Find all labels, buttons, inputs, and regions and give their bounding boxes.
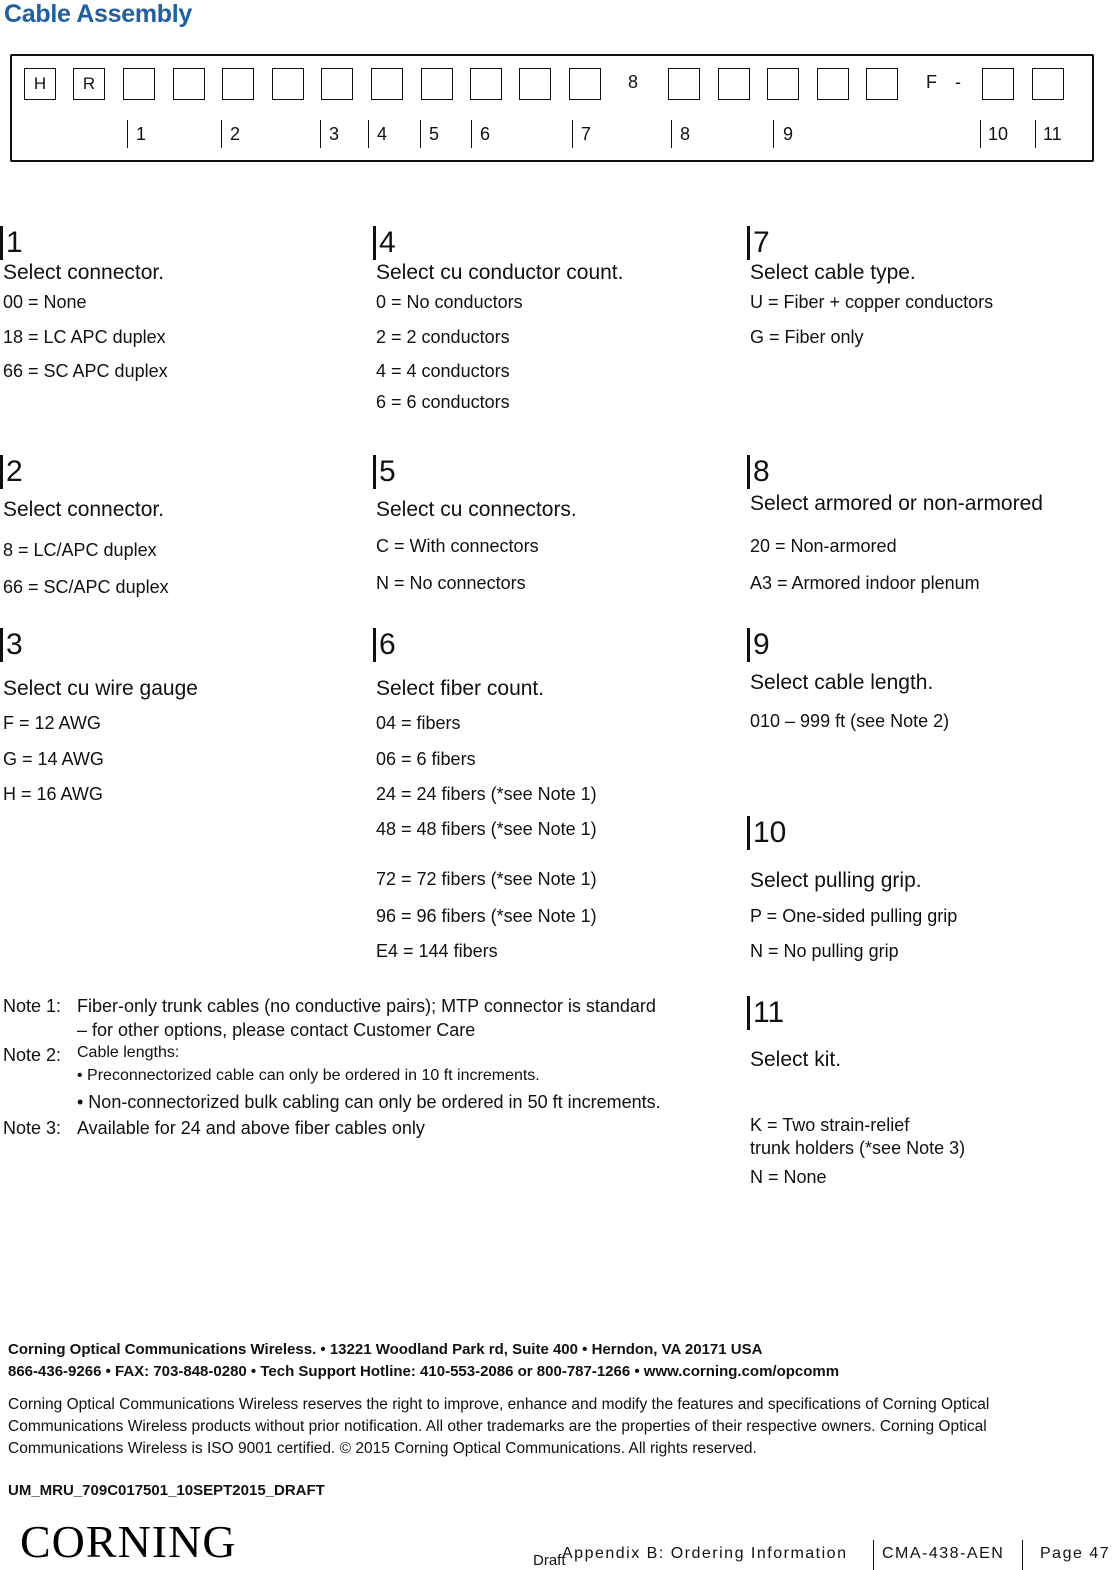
- section-3-number: 3: [0, 628, 23, 662]
- section-4-number: 4: [373, 226, 396, 260]
- disclaimer: Corning Optical Communications Wireless reserves the right to improve, enhance and modify the features and specifications of Corning Optical Communications Wireless products without prior notification. All other trademarks are the properties of their respective owners. Corning Optical Communications Wireless is ISO 9001 certified. © 2015 Corning Optical Communications. All rights reserved.: [8, 1396, 990, 1457]
- position-tick: [1035, 120, 1036, 148]
- position-tick: [773, 120, 774, 148]
- position-tick: [221, 120, 222, 148]
- pn-slot: [123, 68, 155, 100]
- option: 96 = 96 fibers (*see Note 1): [376, 906, 597, 926]
- option: 6 = 6 conductors: [376, 392, 510, 412]
- section-2-number: 2: [0, 455, 23, 489]
- note-3-text: Available for 24 and above fiber cables only: [77, 1118, 425, 1138]
- note-2-text: Cable lengths:: [77, 1044, 180, 1061]
- position-tick: [127, 120, 128, 148]
- option: U = Fiber + copper conductors: [750, 292, 994, 312]
- section-8-number: 8: [747, 455, 770, 489]
- pn-slot: [569, 68, 601, 100]
- section-3-title: Select cu wire gauge: [3, 677, 198, 700]
- option: N = No connectors: [376, 573, 526, 593]
- note-1-text: – for other options, please contact Customer Care: [77, 1020, 476, 1040]
- divider: [1022, 1540, 1023, 1570]
- section-11-title: Select kit.: [750, 1048, 842, 1071]
- appendix-title: Appendix B: Ordering Information: [562, 1545, 848, 1562]
- document-id: UM_MRU_709C017501_10SEPT2015_DRAFT: [8, 1482, 325, 1499]
- option: N = None: [750, 1167, 827, 1187]
- pn-slot: [817, 68, 849, 100]
- position-tick: [572, 120, 573, 148]
- page-number: Page 47: [1040, 1545, 1111, 1562]
- option: 04 = fibers: [376, 713, 461, 733]
- section-4-title: Select cu conductor count.: [376, 261, 624, 284]
- option: 0 = No conductors: [376, 292, 523, 312]
- pn-prefix-h: H: [24, 68, 56, 100]
- pn-slot: [866, 68, 898, 100]
- option: 4 = 4 conductors: [376, 361, 510, 381]
- section-8-title: Select armored or non-armored: [750, 492, 1043, 515]
- section-7-number: 7: [747, 226, 770, 260]
- pn-slot: [371, 68, 403, 100]
- option: 010 – 999 ft (see Note 2): [750, 711, 950, 731]
- pn-fixed-8: 8: [628, 72, 639, 92]
- option: 24 = 24 fibers (*see Note 1): [376, 784, 597, 804]
- pn-slot: [173, 68, 205, 100]
- option: 2 = 2 conductors: [376, 327, 510, 347]
- corning-logo: CORNING: [20, 1516, 237, 1567]
- position-tick: [471, 120, 472, 148]
- option: 20 = Non-armored: [750, 536, 897, 556]
- section-11-number: 11: [747, 996, 784, 1030]
- pn-slot: [519, 68, 551, 100]
- option: H = 16 AWG: [3, 784, 103, 804]
- note-2-text: • Preconnectorized cable can only be ordered in 10 ft increments.: [77, 1067, 540, 1084]
- option: G = Fiber only: [750, 327, 864, 347]
- pn-slot: [668, 68, 700, 100]
- position-label: 7: [581, 124, 592, 144]
- option: 00 = None: [3, 292, 87, 312]
- position-label: 2: [230, 124, 241, 144]
- pn-slot: [421, 68, 453, 100]
- section-1-title: Select connector.: [3, 261, 165, 284]
- position-label: 10: [988, 124, 1009, 144]
- option: A3 = Armored indoor plenum: [750, 573, 980, 593]
- option: 8 = LC/APC duplex: [3, 540, 157, 560]
- pn-slot: [321, 68, 353, 100]
- company-address: Corning Optical Communications Wireless. • 13221 Woodland Park rd, Suite 400 • Herndon, VA 20171 USA: [8, 1341, 763, 1358]
- divider: [873, 1540, 874, 1570]
- note-1-label: Note 1:: [3, 996, 62, 1016]
- option: E4 = 144 fibers: [376, 941, 498, 961]
- option: 66 = SC APC duplex: [3, 361, 168, 381]
- option: G = 14 AWG: [3, 749, 104, 769]
- position-label: 8: [680, 124, 691, 144]
- position-label: 3: [329, 124, 340, 144]
- note-1-text: Fiber-only trunk cables (no conductive pairs); MTP connector is standard: [77, 996, 656, 1016]
- section-6-title: Select fiber count.: [376, 677, 545, 700]
- position-tick: [368, 120, 369, 148]
- position-label: 9: [783, 124, 794, 144]
- option: 66 = SC/APC duplex: [3, 577, 169, 597]
- section-5-title: Select cu connectors.: [376, 498, 577, 521]
- option: 48 = 48 fibers (*see Note 1): [376, 819, 597, 839]
- position-label: 4: [377, 124, 388, 144]
- section-10-title: Select pulling grip.: [750, 869, 922, 892]
- position-label: 5: [429, 124, 440, 144]
- draft-label: Draft: [533, 1552, 566, 1569]
- pn-slot: [718, 68, 750, 100]
- section-7-title: Select cable type.: [750, 261, 916, 284]
- note-2-label: Note 2:: [3, 1045, 62, 1065]
- option: C = With connectors: [376, 536, 539, 556]
- pn-slot: [222, 68, 254, 100]
- section-2-title: Select connector.: [3, 498, 165, 521]
- section-9-number: 9: [747, 628, 770, 662]
- pn-fixed-f: F: [926, 72, 937, 92]
- section-1-number: 1: [0, 226, 23, 260]
- pn-slot: [272, 68, 304, 100]
- page-title: Cable Assembly: [4, 0, 193, 28]
- pn-slot: [767, 68, 799, 100]
- option: trunk holders (*see Note 3): [750, 1138, 966, 1158]
- section-9-title: Select cable length.: [750, 671, 934, 694]
- position-tick: [980, 120, 981, 148]
- section-10-number: 10: [747, 816, 786, 850]
- note-2-text: • Non-connectorized bulk cabling can only be ordered in 50 ft increments.: [77, 1092, 661, 1112]
- pn-prefix-r: R: [73, 68, 105, 100]
- option: 18 = LC APC duplex: [3, 327, 166, 347]
- pn-dash: -: [955, 72, 961, 92]
- option: N = No pulling grip: [750, 941, 899, 961]
- option: 06 = 6 fibers: [376, 749, 476, 769]
- company-phones: 866-436-9266 • FAX: 703-848-0280 • Tech Support Hotline: 410-553-2086 or 800-787-1266 • www.corning.com/opcomm: [8, 1363, 840, 1380]
- option: K = Two strain-relief: [750, 1115, 910, 1135]
- option: F = 12 AWG: [3, 713, 101, 733]
- option: P = One-sided pulling grip: [750, 906, 958, 926]
- position-label: 1: [136, 124, 147, 144]
- option: 72 = 72 fibers (*see Note 1): [376, 869, 597, 889]
- section-6-number: 6: [373, 628, 396, 662]
- pn-slot: [1032, 68, 1064, 100]
- pn-slot: [982, 68, 1014, 100]
- position-tick: [420, 120, 421, 148]
- position-tick: [320, 120, 321, 148]
- note-3-label: Note 3:: [3, 1118, 62, 1138]
- position-tick: [671, 120, 672, 148]
- position-label: 6: [480, 124, 491, 144]
- doc-code: CMA-438-AEN: [882, 1545, 1005, 1562]
- position-label: 11: [1043, 124, 1062, 144]
- section-5-number: 5: [373, 455, 396, 489]
- pn-slot: [470, 68, 502, 100]
